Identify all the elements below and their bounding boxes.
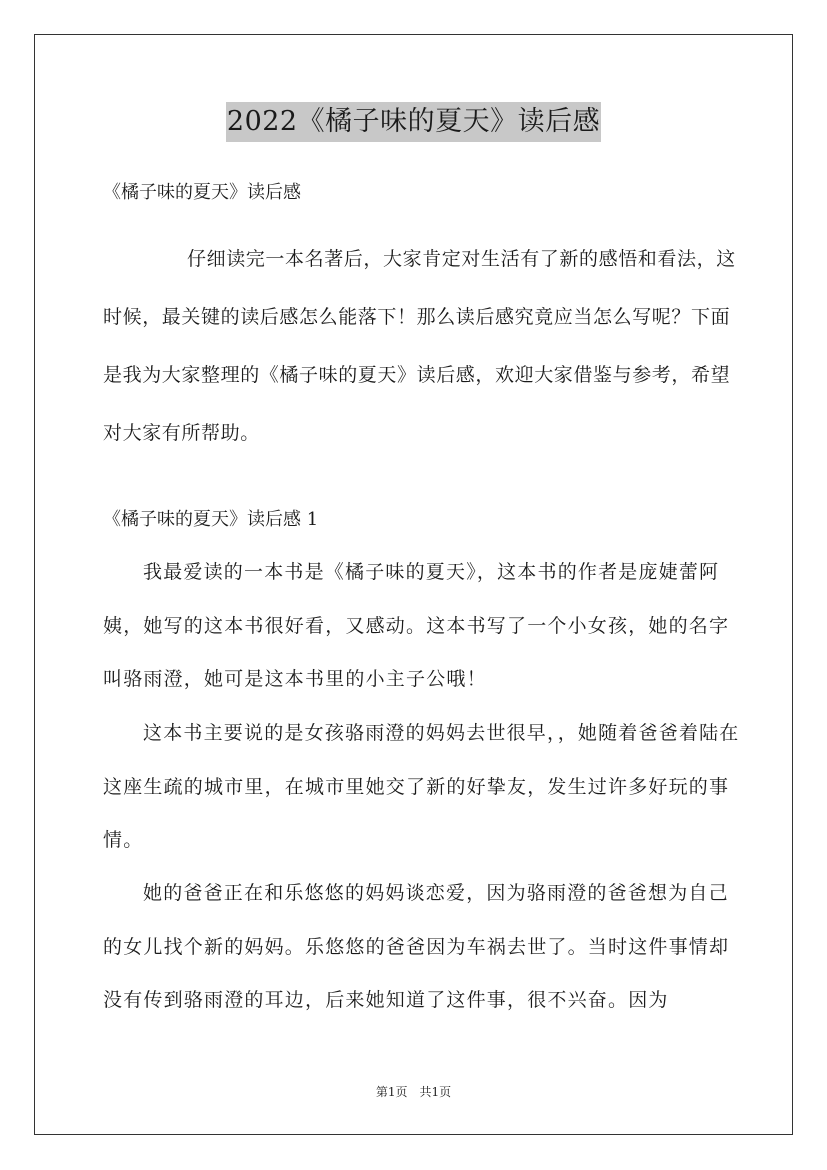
body-paragraph-3: 她的爸爸正在和乐悠悠的妈妈谈恋爱，因为骆雨澄的爸爸想为自己的女儿找个新的妈妈。乐悠悠的爸爸因为车祸去世了。当时这件事情却没有传到骆雨澄的耳边，后来她知道了这件事，很不兴奋。因为 xyxy=(103,882,730,1011)
section-heading: 《橘子味的夏天》读后感 1 xyxy=(103,509,319,530)
page-number-current: 第1页 xyxy=(375,1085,408,1099)
intro-paragraph: 仔细读完一本名著后，大家肯定对生活有了新的感悟和看法，这时候，最关键的读后感怎么能落下！那么读后感究竟应当怎么写呢？下面是我为大家整理的《橘子味的夏天》读后感，欢迎大家借鉴与参考，希望对大家有所帮助。 xyxy=(103,248,736,444)
page-footer xyxy=(0,1083,827,1101)
body-paragraph-1: 我最爱读的一本书是《橘子味的夏天》，这本书的作者是庞婕蕾阿姨，她写的这本书很好看，又感动。这本书写了一个小女孩，她的名字叫骆雨澄，她可是这本书里的小主子公哦！ xyxy=(103,561,730,690)
body-paragraph-2: 这本书主要说的是女孩骆雨澄的妈妈去世很早，，她随着爸爸着陆在这座生疏的城市里，在城市里她交了新的好挚友，发生过许多好玩的事情。 xyxy=(103,722,740,851)
document-subtitle: 《橘子味的夏天》读后感 xyxy=(103,182,301,203)
document-title-block xyxy=(0,102,827,142)
page-number-total: 共1页 xyxy=(419,1085,452,1099)
document-title: 2022《橘子味的夏天》读后感 xyxy=(226,102,601,142)
